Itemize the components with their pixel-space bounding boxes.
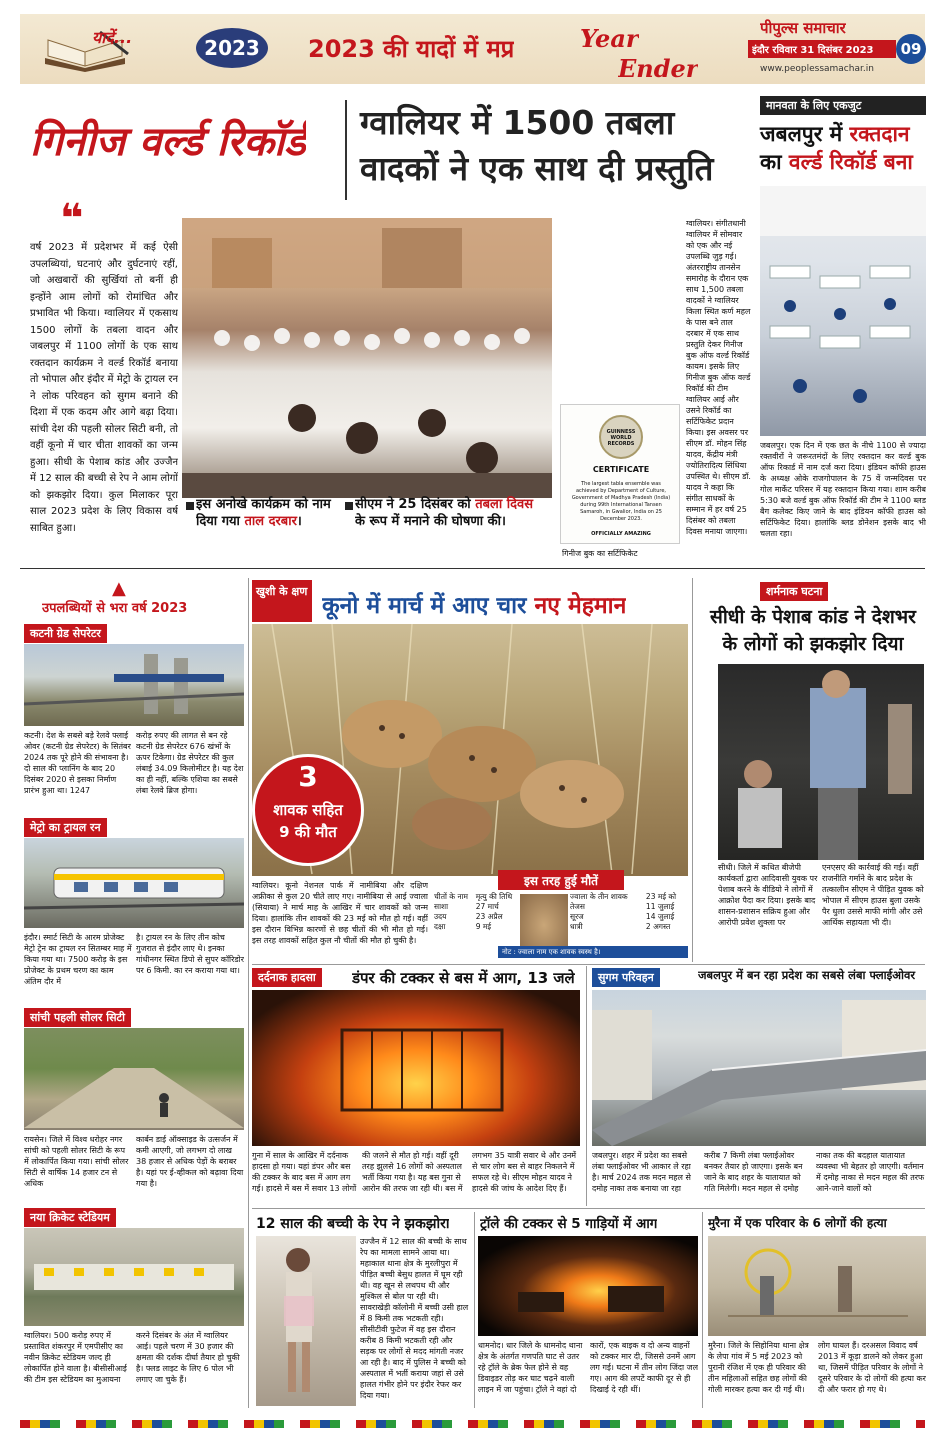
caption-tabla-divas: [355, 496, 545, 530]
caption-tal-darbar: इस अनोखे कार्यक्रम को नाम दिया गया ताल दरबार।: [196, 497, 331, 529]
morena-text-2: लोग घायल हैं। दरअसल विवाद वर्ष 2013 में कूड़ा डालने को लेकर हुआ था, जिसमें पीड़ित परिवार के लोगों ने दूसरे परिवार के दो लोगों की हत्या कर दी और फरार हो गए थे।: [818, 1341, 926, 1394]
cert-seal-text: GUINNESS WORLD RECORDS: [606, 429, 636, 447]
sidhi-kicker: शर्मनाक घटना: [760, 582, 828, 601]
cert-caption: गिनीज बुक का सर्टिफिकेट: [562, 549, 638, 558]
table-cell: 23 अप्रैल: [475, 912, 503, 921]
trolley-fire-photo: [478, 1236, 698, 1336]
table-cell: धात्री: [570, 922, 583, 931]
metro-photo: [24, 838, 244, 928]
sidhi-photo: [718, 664, 924, 860]
year-ender-1: Year: [580, 24, 639, 53]
trolley-headline: ट्रॉले की टक्कर से 5 गाड़ियों में आग: [480, 1216, 658, 1232]
kuno-headline-b: नए मेहमान: [534, 593, 627, 619]
lead-intro: वर्ष 2023 में प्रदेशभर में कई ऐसी उपलब्धियां, घटनाएं और दुर्घटनाएं रहीं, जो अखबारों की सुर्खियां तो बनीं ही इन्होंने आम लोगों को रोमांचित और प्रभावित भी किया। ग्वालियर में एकसाथ 1500 लोगों के तबला वादन और जबलपुर में 1100 लोगों के एक साथ रक्तदान कार्यक्रम ने वर्ल्ड रिकॉर्ड बनाया तो भोपाल और इंदौर में मेट्रो के ट्रायल रन ने लोक परिवहन को सुगम बनाने की दिशा में एक कदम और आगे बढ़ा दिया। सांची देश की पहली सोलर सिटी बनी, तो वहीं कूनो में चार चीता शावकों का जन्म हुआ। सीधी के पेशाब कांड और उज्जैन में 12 साल की बच्ची से रेप ने आम लोगों को झकझोर दिया। कुल मिलाकर पूरा साल 2023 प्रदेश के लिए विकास वर्ष साबित हुआ।: [30, 242, 178, 534]
year-ender-2: Ender: [618, 54, 699, 83]
blood-headline-a: जबलपुर में: [760, 122, 843, 146]
flyover-photo: [592, 990, 926, 1146]
katni-text-2: करोड़ रुपए की लागत से बन रहे कटनी ग्रेड सेपरेटर 676 खंभों के ऊपर टिकेगा। ग्रेड सेपरेटर की कुल लंबाई 34.09 किलोमीटर है। यह देश का ही नहीं, बल्कि एशिया का सबसे लंबा रेलवे ब्रिज होगा।: [136, 731, 244, 795]
caption2-text-a: सीएम ने 25 दिसंबर को: [355, 497, 471, 512]
table-header: ज्वाला के तीन शावक: [570, 892, 628, 901]
sidhi-headline: सीधी के पेशाब कांड ने देशभर के लोगों को झकझोर दिया: [710, 606, 916, 655]
blood-donation-photo: [760, 186, 926, 436]
morena-text-1: मुरैना। जिले के सिहोनिया थाना क्षेत्र के लेपा गांव में 5 मई 2023 को पुरानी रंजिश में एक ही परिवार की तीन महिलाओं सहित छह लोगों की गोली मारकर हत्या कर दी गई थी।: [708, 1341, 809, 1394]
sanchi-photo: [24, 1028, 244, 1130]
metro-text-2: है। ट्रायल रन के लिए तीन कोच गुजरात से इंदौर लाए थे। इनका गांधीनगर स्थित डिपो से सुपर कॉरिडोर पर 6 किमी. का रन कराया गया था।: [136, 933, 244, 975]
metro-text-1: इंदौर। स्मार्ट सिटी के आरम प्रोजेक्ट मेट्रो ट्रेन का ट्रायल रन सितम्बर माह में किया गया था। 7500 करोड़ के इस प्रोजेक्ट के प्रथम चरण का काम अंतिम दौर में: [24, 933, 132, 986]
page-section-title: 2023 की यादों में मप्र: [308, 35, 515, 63]
blood-headline-b: रक्तदान: [849, 122, 910, 146]
table-cell: 27 मार्च: [475, 902, 499, 911]
death-count-number: 3: [298, 760, 318, 793]
divider: [20, 568, 925, 569]
sanchi-text-2: कार्बन डाई ऑक्साइड के उत्सर्जन में कमी आएगी, जो लगभग दो लाख 38 हजार से अधिक पेड़ों के बराबर है। यहां पर ई-व्हीकल को बढ़ावा दिया गया है।: [136, 1135, 244, 1188]
accident-text-2: की जलने से मौत हो गई। वहीं दूरी तरह झुलसे 16 लोगों को अस्पताल भर्ती किया गया है। यह बस गुना से आरोन की तरफ जा रही थी। बस में: [362, 1151, 463, 1193]
metro-label: मेट्रो का ट्रायल रन: [24, 818, 107, 837]
table-cell: 9 मई: [475, 922, 492, 931]
cert-title: CERTIFICATE: [592, 465, 650, 474]
katni-text-1: कटनी। देश के सबसे बड़े रेलवे फ्लाई ओवर (कटनी ग्रेड सेपरेटर) के सितंबर 2024 तक पूरे होने की संभावना है। दो साल की प्लानिंग के बाद 20 दिसंबर 2020 से इसका निर्माण प्रारंभ हुआ था। 1247: [24, 731, 131, 795]
lead-headline: ग्वालियर में 1500 तबला वादकों ने एक साथ दी प्रस्तुति: [360, 103, 714, 188]
transport-text-3: नाका तक की बदहाल यातायात व्यवस्था भी बेहतर हो जाएगी। वर्तमान में दमोह नाका से मदन महल की तरफ आने-जाने वालों को: [816, 1151, 925, 1193]
kuno-headline: [322, 588, 626, 620]
lead-kicker: गिनीज वर्ल्ड रिकॉर्ड: [30, 119, 306, 165]
table-cell: तेजस: [570, 902, 585, 911]
deaths-table-2: [568, 892, 686, 932]
cert-footer: OFFICIALLY AMAZING: [591, 531, 651, 537]
trolley-text-2: कारों, एक बाइक व दो अन्य वाहनों को टक्कर मार दी, जिससे उनमें आग लग गई। घटना में तीन लोग जिंदा जल गए। आग की लपटें काफी दूर से ही दिखाई दे रही थीं।: [590, 1341, 698, 1394]
table-cell: सूरज: [570, 912, 584, 921]
accident-text-1: गुना में साल के आखिर में दर्दनाक हादसा हो गया। यहां डंपर और बस की टक्कर के बाद बस में आग लग गई। हादसे में बस में सवार 13 लोगों: [252, 1151, 357, 1193]
kuno-headline-a: कूनो में मार्च में आए चार: [322, 593, 527, 619]
divider: [345, 100, 347, 200]
trolley-text-1: धामनोद। धार जिले के धामनोद थाना क्षेत्र के अंतर्गत गणपति घाट से उतर रहे ट्रॉले के ब्रेक फेल होने से वह डिवाइडर तोड़ कर घाट चढ़ने वाली लाइन में जा पहुंचा। ट्रॉले ने वहां दो: [478, 1341, 583, 1394]
divider: [248, 578, 249, 1408]
divider: [252, 1208, 925, 1209]
caption1-text: इस अनोखे कार्यक्रम को नाम दिया गया: [196, 497, 331, 529]
bus-fire-photo: [252, 990, 580, 1146]
death-count-text-2: 9 की मौत: [279, 823, 337, 841]
achievements-header: उपलब्धियों से भरा वर्ष 2023: [42, 601, 188, 616]
morena-headline: मुरैना में एक परिवार के 6 लोगों की हत्या: [708, 1216, 887, 1230]
divider: [702, 1212, 703, 1408]
divider: [474, 1212, 475, 1408]
dateline: इंदौर रविवार 31 दिसंबर 2023: [752, 45, 874, 56]
accident-headline: डंपर की टक्कर से बस में आग, 13 जले: [352, 969, 575, 987]
divider: [692, 578, 693, 962]
blood-headline: [760, 120, 926, 176]
year-badge: 2023: [196, 28, 268, 68]
transport-kicker: सुगम परिवहन: [592, 968, 660, 987]
katni-label: कटनी ग्रेड सेपरेटर: [24, 624, 107, 643]
deaths-table-1: [432, 892, 518, 932]
sidhi-text-2: एनएसए की कार्रवाई की गई। वहीं राजनीति गर्माने के बाद प्रदेश के तत्कालीन सीएम ने पीड़ित युवक को भोपाल में सीएम हाउस बुला उसके पैर धुला उससे माफी मांगी और उसे आर्थिक सहायता भी दी।: [822, 863, 924, 927]
kuno-kicker: खुशी के क्षण: [252, 580, 312, 622]
table-cell: दक्षा: [434, 922, 446, 931]
table-cell: 2 अगस्त: [645, 922, 671, 931]
achievements-arrow-icon: ▲: [112, 578, 126, 599]
website-link[interactable]: www.peoplessamachar.in: [760, 64, 874, 74]
ujjain-headline: 12 साल की बच्ची के रेप ने झकझोरा: [256, 1216, 450, 1232]
table-cell: उदय: [434, 912, 447, 921]
caption-bullet-1: [186, 502, 194, 510]
blood-headline-c: का: [760, 150, 782, 174]
cert-text: The largest tabla ensemble was achieved by Department of Culture, Government of Madhya Pradesh (India) during 99th International Tansen Samaroh, in Gwalior, India on 25 December 2023.: [571, 481, 671, 522]
deaths-title: इस तरह हुई मौतें: [523, 874, 599, 888]
sidhi-text-1: सीधी। जिले में कथित बीजेपी कार्यकर्ता द्वारा आदिवासी युवक पर पेशाब करने के वीडियो ने लोगों में आक्रोश पैदा कर दिया। इसके बाद शासन-प्रशासन सक्रिय हुआ और आरोपी प्रवेश शुक्ला पर: [718, 863, 818, 927]
footer-color-bar: [20, 1420, 925, 1428]
table-cell: 14 जुलाई: [645, 912, 675, 921]
divider: [252, 964, 925, 965]
katni-photo: [24, 644, 244, 726]
sanchi-text-1: रायसेन। जिले में विश्व धरोहर नगर सांची को पहली सोलर सिटी के रूप में लोकार्पित किया गया। सांची सोलर सिटी से वार्षिक 14 हजार टन से अधिक: [24, 1135, 129, 1188]
yaadein-label: यादें...: [92, 28, 133, 47]
guinness-certificate: [560, 404, 680, 544]
stadium-photo: [24, 1228, 244, 1326]
kuno-note: नोट : ज्वाला नाम एक शावक स्वस्थ है।: [498, 946, 688, 958]
ujjain-text: उज्जैन में 12 साल की बच्ची के साथ रेप का मामला सामने आया था। महाकाल थाना क्षेत्र के मुरलीपुरा में पीड़ित बच्ची बेसुध हालत में घूम रही थी। वह खून से लथपथ थी और मुश्किल से बोल पा रही थी। सावराखेड़ी कॉलोनी में बच्ची उसी हाल में 8 किमी तक भटकती रही। सीसीटीवी फुटेज में वह इस दौरान करीब 8 किमी भटकती रही और सड़क पर लोगों से मदद मांगती नजर आ रही है। बाद में पुलिस ने बच्ची को अस्पताल में भर्ती कराया जहां से उसे हालत गंभीर होने पर इंदौर रेफर कर दिया गया।: [360, 1237, 469, 1400]
transport-text-1: जबलपुर। शहर में प्रदेश का सबसे लंबा फ्लाईओवर भी आकार ले रहा है। मार्च 2024 तक मदन महल से दमोह नाका तक बनाया जा रहा: [592, 1151, 691, 1193]
death-count-text-1: शावक सहित: [273, 801, 343, 819]
caption-bullet-2: [345, 502, 353, 510]
caption2-highlight: तबला दिवस: [475, 497, 534, 512]
kuno-text: ग्वालियर। कूनो नेशनल पार्क में नामीबिया और दक्षिण अफ्रीका से कुल 20 चीते लाए गए। नामीबिया से आई ज्वाला (सियाया) ने मार्च माह के आखिर में चार शावकों को जन्म दिया। हालांकि तीन शावकों की 23 मई को मौत हो गई। वहीं इस दौरान विभिन्न कारणों से छह चीतों की भी मौत हो गई। इस तरह शावकों सहित कुल नौ चीतों की मौत हो चुकी है।: [252, 881, 428, 945]
table-cell: 11 जुलाई: [645, 902, 675, 911]
table-header: मृत्यु की तिथि: [475, 892, 513, 901]
tabla-photo: [182, 218, 552, 498]
blood-kicker: मानवता के लिए एकजुट: [760, 96, 926, 115]
quote-icon: ❝: [60, 196, 84, 242]
brand-logo: पीपुल्स समाचार: [760, 19, 846, 37]
blood-text: जबलपुर। एक दिन में एक छत के नीचे 1100 से ज्यादा रक्तवीरों ने जरूरतमंदों के लिए रक्तदान कर वर्ल्ड बुक ऑफ रिकार्ड में नाम दर्ज करा दिया। इंडियन कॉफी हाउस के अध्यक्ष ओके राजगोपालन के 75 वें जन्मदिवस पर गोल मार्केट परिसर में यह रक्तदान किया गया। शाम करीब 5:30 बजे वर्ल्ड बुक ऑफ रिकॉर्ड की टीम ने 1100 ब्लड बैग कलेक्ट किए जाने के बाद इंडियन कॉफी हाउस को सर्टिफिकेट दिया। हालांकि ब्लड डोनेशन इसके बाद भी चलता रहा।: [760, 441, 926, 538]
cricket-label: नया क्रिकेट स्टेडियम: [24, 1208, 116, 1227]
cricket-text-2: करने दिसंबर के अंत में ग्वालियर आई। पहले चरण में 30 हजार की क्षमता की दर्शक दीर्घा तैयार हो चुकी है। फ्लड लाइट के लिए 6 पोल भी लगाए जा चुके हैं।: [136, 1331, 240, 1384]
cricket-text-1: ग्वालियर। 500 करोड़ रुपए में प्रस्तावित शंकरपुर में एमपीसीए का नवीन क्रिकेट स्टेडियम जल्द ही लोकार्पित होने वाला है। बीसीसीआई की टीम इस स्टेडियम का मुआयना: [24, 1331, 127, 1384]
table-header: 23 मई को: [645, 892, 677, 901]
transport-headline: जबलपुर में बन रहा प्रदेश का सबसे लंबा फ्लाईओवर: [698, 968, 916, 982]
sanchi-label: सांची पहली सोलर सिटी: [24, 1008, 131, 1027]
accident-text-3: लगभग 35 यात्री सवार थे और उनमें से चार लोग बस से बाहर निकलने में सफल रहे थे। सीएम मोहन यादव ने हादसे की जांच के आदेश दिए हैं।: [472, 1151, 577, 1193]
caption1-highlight: ताल दरबार: [244, 514, 297, 529]
table-header: चीतों के नाम: [434, 892, 469, 901]
transport-text-2: करीब 7 किमी लंबा फ्लाईओवर बनकर तैयार हो जाएगा। इसके बन जाने के बाद शहर के यातायात को गति मिलेगी। मदन महल से दमोह: [704, 1151, 803, 1193]
blood-headline-d: वर्ल्ड रिकॉर्ड बना: [788, 150, 913, 174]
morena-photo: [708, 1236, 926, 1336]
accident-kicker: दर्दनाक हादसा: [252, 968, 322, 987]
divider: [586, 966, 587, 1206]
lead-side-text: ग्वालियर। संगीतधानी ग्वालियर में सोमवार को एक और नई उपलब्धि जुड़ गई। अंतरराष्ट्रीय तानसेन समारोह के दौरान एक साथ 1,500 तबला वादकों ने ग्वालियर किला स्थित कर्ण महल के पास बने ताल दरबार में एक साथ प्रस्तुति देकर गिनीज बुक ऑफ वर्ल्ड रिकॉर्ड कायम। इसके लिए गिनीज बुक ऑफ वर्ल्ड रिकॉर्ड की टीम ग्वालियर आई और उसने रिकॉर्ड का सर्टिफिकेट प्रदान किया। इस अवसर पर सीएम डॉ. मोहन सिंह यादव, केंद्रीय मंत्री ज्योतिरादित्य सिंधिया उपस्थित थे। सीएम डॉ. यादव ने कहा कि संगीत साधकों के सम्मान में हर वर्ष 25 दिसंबर को तबला दिवस मनाया जाएगा।: [686, 219, 751, 536]
ujjain-photo: [256, 1236, 356, 1406]
caption2-text-c: के रूप में मनाने की घोषणा की।: [355, 514, 506, 529]
table-cell: साशा: [434, 902, 449, 911]
page-number: 09: [896, 34, 926, 64]
